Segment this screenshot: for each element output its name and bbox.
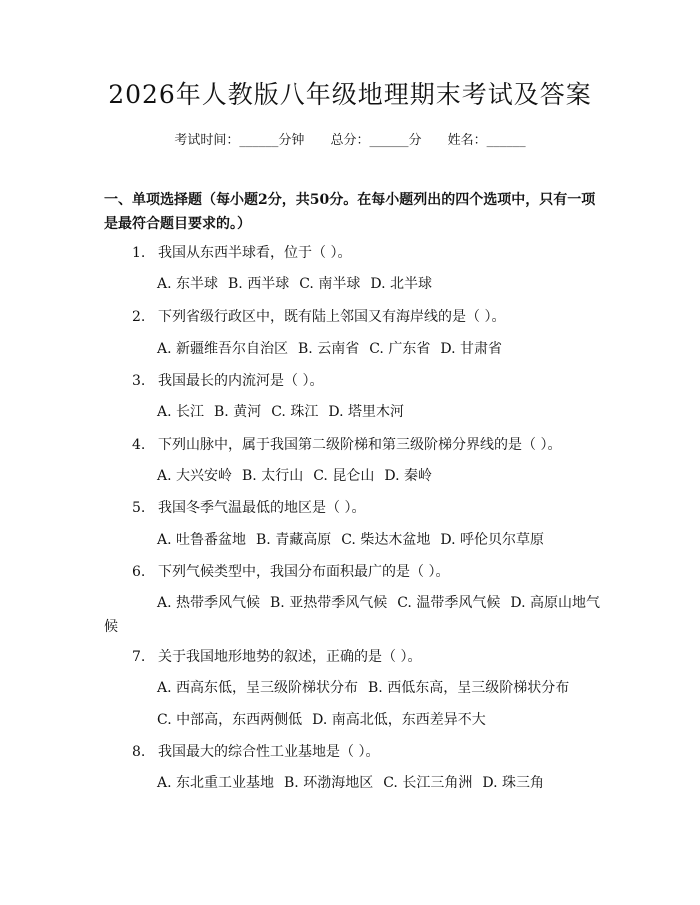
option-c: C. 广东省 [369, 341, 431, 357]
option-a: A. 新疆维吾尔自治区 [157, 341, 289, 357]
option-d: D. 北半球 [370, 276, 432, 292]
option-c: C. 温带季风气候 [397, 595, 501, 611]
option-b: B. 云南省 [298, 341, 360, 357]
option-d: D. 甘肃省 [440, 341, 502, 357]
option-d: D. 南高北低，东西差异不大 [312, 712, 486, 728]
question-8 [132, 742, 379, 762]
option-a: A. 东半球 [157, 276, 219, 292]
section-heading: 一、单项选择题（每小题2分，共50分。在每小题列出的四个选项中，只有一项是最符合题目要求的。） [104, 192, 596, 232]
options-5 [157, 530, 554, 550]
exam-time: 考试时间：______分钟 [174, 133, 305, 148]
question-4 [132, 435, 561, 455]
options-7-line-1 [157, 678, 579, 698]
question-6 [132, 562, 449, 582]
question-1 [132, 243, 351, 263]
question-text: 下列山脉中，属于我国第二级阶梯和第三级阶梯分界线的是（ ）。 [158, 437, 562, 453]
option-c: C. 昆仑山 [313, 468, 375, 484]
question-number: 7. [132, 649, 146, 665]
question-number: 2. [132, 309, 146, 325]
option-d: D. 高原山地气候 [104, 595, 600, 635]
option-b: B. 西低东高，呈三级阶梯状分布 [368, 680, 570, 696]
options-2 [157, 339, 512, 359]
option-a: A. 长江 [157, 404, 205, 420]
question-2 [132, 307, 505, 327]
question-number: 8. [132, 744, 146, 760]
option-a: A. 东北重工业基地 [157, 775, 275, 791]
option-c: C. 珠江 [271, 404, 319, 420]
question-5 [132, 498, 365, 518]
question-number: 5. [132, 500, 146, 516]
total-score: 总分：______分 [330, 133, 422, 148]
question-number: 6. [132, 564, 146, 580]
option-d: D. 珠三角 [482, 775, 544, 791]
option-d: D. 呼伦贝尔草原 [440, 532, 544, 548]
question-text: 我国从东西半球看，位于（ ）。 [158, 245, 352, 261]
question-7 [132, 647, 421, 667]
options-6 [104, 591, 609, 639]
options-7-line-2 [157, 710, 496, 730]
question-text: 关于我国地形地势的叙述，正确的是（ ）。 [158, 649, 422, 665]
option-d: D. 秦岭 [384, 468, 432, 484]
options-8 [157, 773, 554, 793]
question-number: 4. [132, 437, 146, 453]
exam-info [0, 130, 700, 152]
question-text: 我国最大的综合性工业基地是（ ）。 [158, 744, 380, 760]
option-c: C. 中部高，东西两侧低 [157, 712, 303, 728]
options-3 [157, 402, 414, 422]
options-4 [157, 466, 442, 486]
options-1 [157, 274, 442, 294]
question-3 [132, 371, 323, 391]
question-number: 3. [132, 373, 146, 389]
question-number: 1. [132, 245, 146, 261]
option-a: A. 大兴安岭 [157, 468, 233, 484]
option-b: B. 环渤海地区 [284, 775, 374, 791]
option-a: A. 吐鲁番盆地 [157, 532, 247, 548]
question-text: 我国冬季气温最低的地区是（ ）。 [158, 500, 366, 516]
student-name: 姓名：______ [447, 133, 526, 148]
option-b: B. 太行山 [242, 468, 304, 484]
page-title: 2026年人教版八年级地理期末考试及答案 [108, 80, 592, 109]
question-text: 下列省级行政区中，既有陆上邻国又有海岸线的是（ ）。 [158, 309, 506, 325]
option-d: D. 塔里木河 [328, 404, 404, 420]
question-text: 我国最长的内流河是（ ）。 [158, 373, 324, 389]
option-b: B. 亚热带季风气候 [270, 595, 388, 611]
option-c: C. 柴达木盆地 [341, 532, 431, 548]
option-b: B. 青藏高原 [256, 532, 332, 548]
question-text: 下列气候类型中，我国分布面积最广的是（ ）。 [158, 564, 450, 580]
option-b: B. 黄河 [214, 404, 262, 420]
option-a: A. 热带季风气候 [157, 595, 261, 611]
option-b: B. 西半球 [228, 276, 290, 292]
option-c: C. 长江三角洲 [383, 775, 473, 791]
option-a: A. 西高东低，呈三级阶梯状分布 [157, 680, 359, 696]
option-c: C. 南半球 [299, 276, 361, 292]
